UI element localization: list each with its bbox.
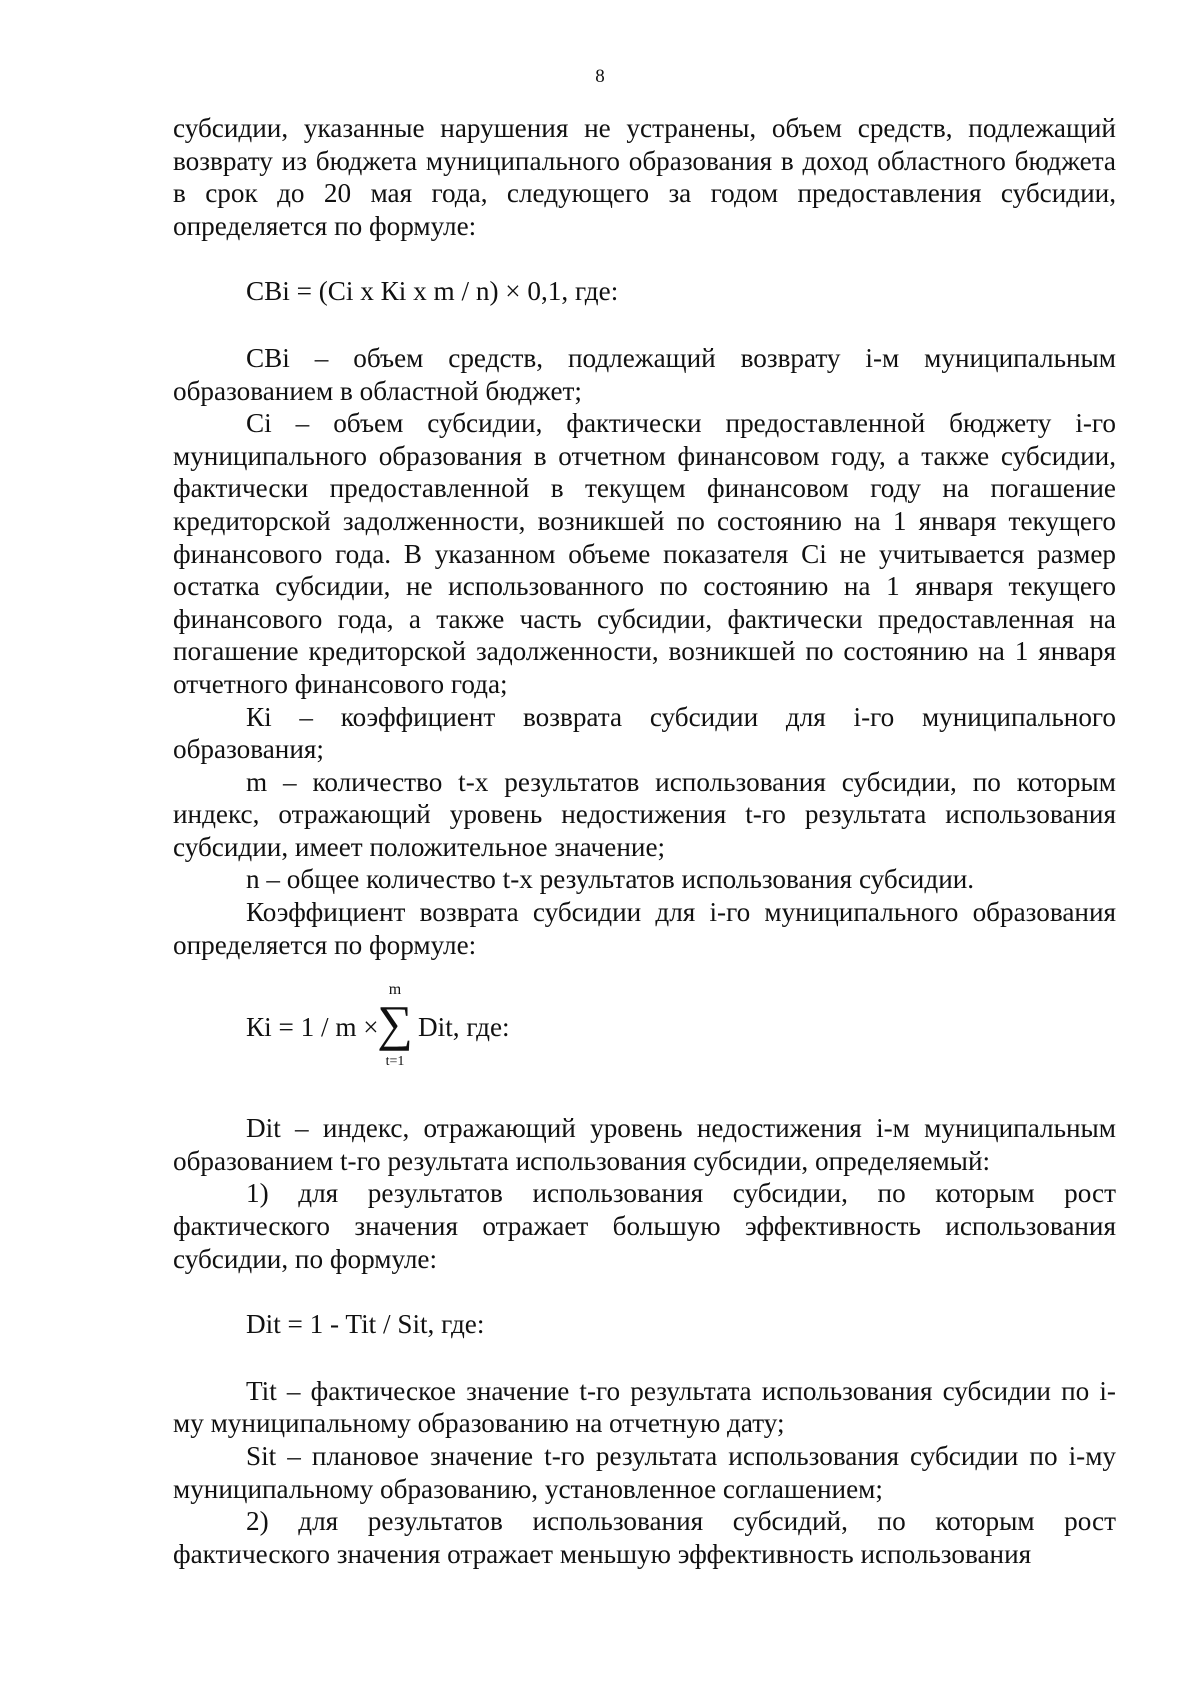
formula-svi: СВi = (Сi х Кi х m / n) × 0,1, где: [246, 276, 619, 307]
definition-n: n – общее количество t-х результатов использования субсидии. [246, 864, 975, 895]
summation-upper-limit: m [388, 981, 402, 999]
formula-dit: Dit = 1 - Tit / Sit, где: [246, 1309, 485, 1340]
formula-ki-lhs: Кi = 1 / m × [246, 1012, 379, 1043]
spacer [173, 308, 1116, 342]
definition-dit: Dit – индекс, отражающий уровень недостижения i-м муниципальным образованием t-го результата использования субсидии, определяемый: [173, 1113, 1116, 1176]
paragraph-ki-intro: Коэффициент возврата субсидии для i-го муниципального образования определяется по формуле: [173, 897, 1116, 960]
definition-svi: СВi – объем средств, подлежащий возврату i-м муниципальным образованием в областной бюджет; [173, 342, 1116, 406]
page-number: 8 [595, 66, 605, 87]
definition-m: m – количество t-х результатов использования субсидии, по которым индекс, отражающий уровень недостижения t-го результата использования субсидии, имеет положительное значение; [173, 766, 1116, 862]
definition-sit: Sit – плановое значение t-го результата использования субсидии по i-му муниципальному образованию, установленное соглашением; [173, 1441, 1116, 1504]
definition-tit: Tit – фактическое значение t-го результата использования субсидии по i-му муниципальному образованию на отчетную дату; [173, 1375, 1116, 1439]
definition-ki: Кi – коэффициент возврата субсидии для i-го муниципального образования; [173, 701, 1116, 765]
document-body [173, 112, 1116, 1570]
summation-lower-limit: t=1 [385, 1054, 405, 1070]
summation-sign [374, 981, 416, 1096]
spacer [173, 1341, 1116, 1375]
definition-ci: Сi – объем субсидии, фактически предоставленной бюджету i-го муниципального образования в отчетном финансовом году, а также субсидии, фактически предоставленной в текущем финансовом году на погашение кредиторской задолженности, возникшей по состоянию на 1 января текущего финансового года. В указанном объеме показателя Сi не учитывается размер остатка субсидии, не использованного по состоянию на 1 января текущего финансового года, а также часть субсидии, фактически предоставленная на погашение кредиторской задолженности, возникшей по состоянию на 1 января отчетного финансового года; [173, 408, 1116, 699]
paragraph-continuation: субсидии, указанные нарушения не устранены, объем средств, подлежащий возврату из бюджета муниципального образования в доход областного бюджета в срок до 20 мая года, следующего за годом предоставления субсидии, определяется по формуле: [173, 113, 1116, 241]
list-item-2: 2) для результатов использования субсидий, по которым рост фактического значения отражает меньшую эффективность использования [173, 1506, 1116, 1569]
list-item-1: 1) для результатов использования субсидии, по которым рост фактического значения отражает большую эффективность использования субсидии, по формуле: [173, 1178, 1116, 1274]
formula-ki-rhs: Dit, где: [418, 1012, 510, 1043]
spacer [173, 242, 1116, 275]
formula-ki [173, 981, 1116, 1096]
spacer [173, 1275, 1116, 1308]
sigma-symbol: ∑ [377, 995, 413, 1052]
